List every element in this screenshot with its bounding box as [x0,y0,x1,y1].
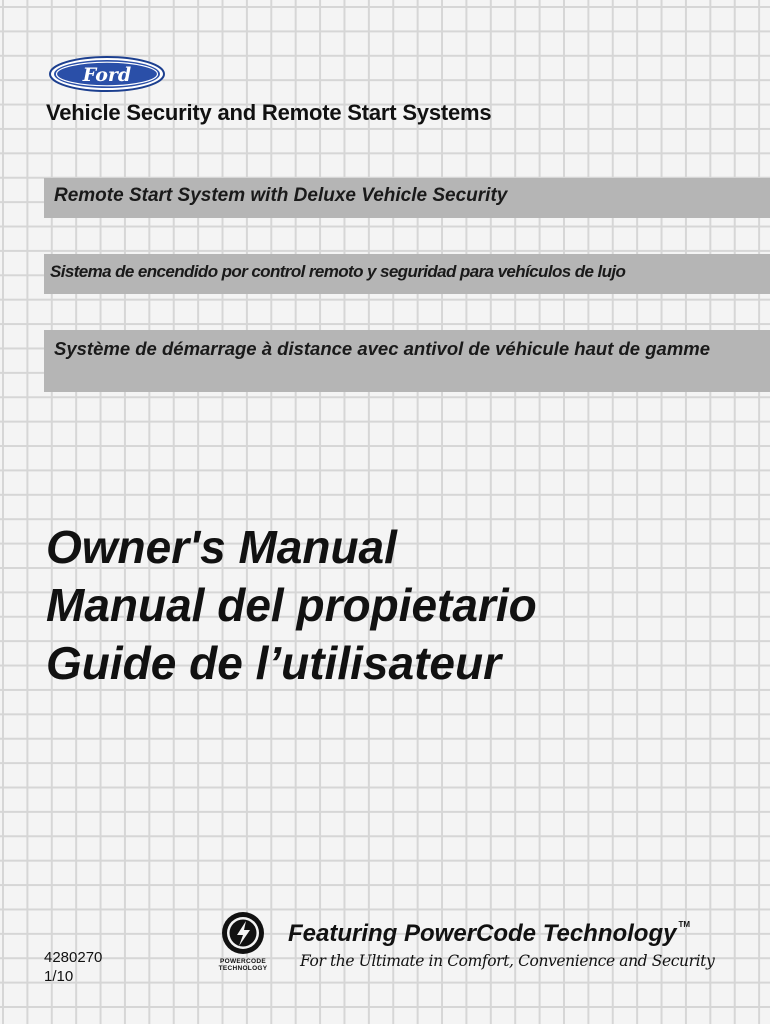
powercode-logo [208,910,278,982]
lightning-bolt-icon [208,910,278,958]
band-english-text: Remote Start System with Deluxe Vehicle Security [54,185,508,206]
title-spanish: Manual del propietario [46,579,537,631]
title-english: Owner's Manual [46,521,397,573]
band-french-text: Système de démarrage à distance avec antivol de véhicule haut de gamme [54,338,711,359]
trademark-mark: TM [678,920,691,929]
ford-logo [48,55,166,93]
ford-logo-text: Ford [82,64,132,86]
band-spanish-text: Sistema de encendido por control remoto y seguridad para vehículos de lujo [50,262,626,281]
featuring-text: Featuring PowerCode Technology [288,920,677,947]
part-number: 4280270 [44,949,103,966]
document-code [44,948,102,986]
tagline: For the Ultimate in Comfort, Convenience and Security [300,952,715,970]
band-english [44,178,770,218]
manual-titles [46,518,537,692]
document-subtitle: Vehicle Security and Remote Start Systems [46,100,492,125]
date-code: 1/10 [44,968,74,985]
title-french: Guide de l’utilisateur [46,637,501,689]
featuring-powercode [288,920,690,948]
powercode-logo-text: POWERCODE TECHNOLOGY [218,958,268,972]
band-french [44,330,770,392]
band-spanish [44,254,770,294]
